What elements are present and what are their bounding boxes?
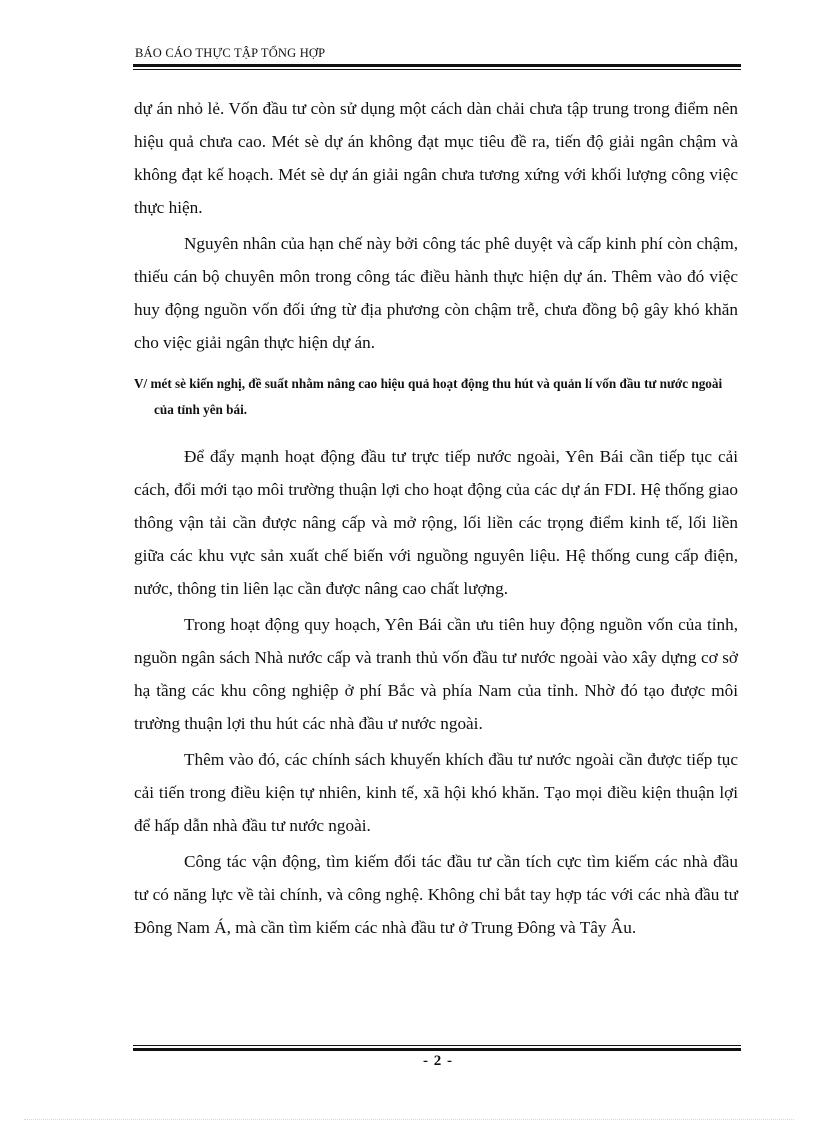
report-title: BÁO CÁO THỰC TẬP TỔNG HỢP	[135, 46, 326, 60]
header-rule-thick	[133, 64, 741, 67]
section-heading: V/ mét sè kiến nghị, đề suất nhằm nâng cao hiệu quả hoạt động thu hút và quản lí vốn đầu tư nước ngoài của tỉnh yên bái.	[134, 376, 723, 417]
body-paragraph: Công tác vận động, tìm kiếm đối tác đầu tư cần tích cực tìm kiếm các nhà đầu tư có năng lực về tài chính, và công nghệ. Không chỉ bắt tay hợp tác với các nhà đầu tư Đông Nam Á, mà cần tìm kiếm các nhà đầu tư ở Trung Đông và Tây Âu.	[134, 852, 738, 937]
body-paragraph: Thêm vào đó, các chính sách khuyến khích đầu tư nước ngoài cần được tiếp tục cải tiến trong điều kiện tự nhiên, kinh tế, xã hội khó khăn. Tạo mọi điều kiện thuận lợi để hấp dẫn nhà đầu tư nước ngoài.	[134, 750, 738, 835]
body-paragraph: Để đẩy mạnh hoạt động đầu tư trực tiếp nước ngoài, Yên Bái cần tiếp tục cải cách, đổi mới tạo môi trường thuận lợi cho hoạt động của các dự án FDI. Hệ thống giao thông vận tải cần được nâng cấp và mở rộng, lối liền các trọng điểm kinh tế, lối liền giữa các khu vực sản xuất chế biến với nguồng nguyên liệu. Hệ thống cung cấp điện, nước, thông tin liên lạc cần được nâng cao chất lượng.	[134, 447, 738, 598]
body-paragraph: Nguyên nhân của hạn chế này bởi công tác phê duyệt và cấp kinh phí còn chậm, thiếu cán bộ chuyên môn trong công tác điều hành thực hiện dự án. Thêm vào đó việc huy động nguồn vốn đối ứng từ địa phương còn chậm trễ, chưa đồng bộ gây khó khăn cho việc giải ngân thực hiện dự án.	[134, 234, 738, 352]
footer-rule-thin	[133, 1045, 741, 1046]
page-number: - 2 -	[423, 1053, 453, 1069]
body-paragraph: dự án nhỏ lẻ. Vốn đầu tư còn sử dụng một cách dàn chải chưa tập trung trong điểm nên hiệu quả chưa cao. Mét sè dự án không đạt mục tiêu đề ra, tiến độ giải ngân chậm và không đạt kế hoạch. Mét sè dự án giải ngân chưa tương xứng với khối lượng công việc thực hiện.	[134, 99, 738, 217]
document-body	[134, 92, 738, 947]
header-rule-thin	[133, 69, 741, 70]
body-paragraph: Trong hoạt động quy hoạch, Yên Bái cần ưu tiên huy động nguồn vốn của tỉnh, nguồn ngân sách Nhà nước cấp và tranh thủ vốn đầu tư nước ngoài vào xây dựng cơ sở hạ tầng các khu công nghiệp ở phí Bắc và phía Nam của tỉnh. Nhờ đó tạo được môi trường thuận lợi thu hút các nhà đầu ư nước ngoài.	[134, 615, 738, 733]
footer-rule-thick	[133, 1048, 741, 1051]
page-edge-dotted-line	[24, 1119, 794, 1120]
